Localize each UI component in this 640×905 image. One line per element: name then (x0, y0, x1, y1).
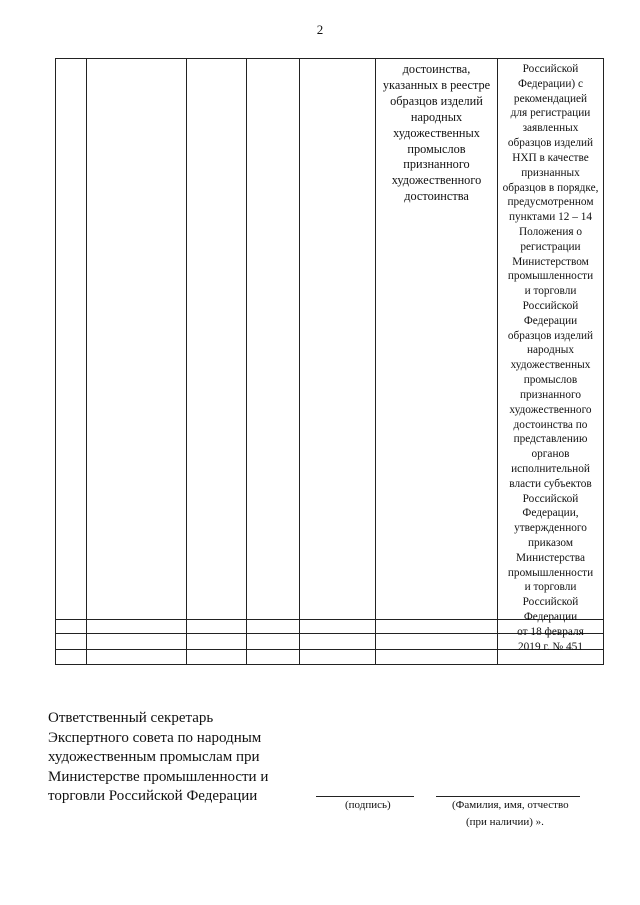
table-column-line (186, 58, 187, 665)
table-column-line (55, 58, 56, 665)
table-column-line (86, 58, 87, 665)
signature-caption: (подпись) (345, 799, 391, 811)
secretary-title: Ответственный секретарь Экспертного совета по народным художественным промыслам при Министерстве промышленности и торговли Российской Федерации (48, 710, 269, 805)
name-line (436, 796, 580, 797)
cell-registry-text: достоинства, указанных в реестре образцов изделий народных художественных промыслов признанного художественного достоинства (382, 62, 491, 204)
cell-recommendation-text: Российской Федерации) с рекомендацией для регистрации заявленных образцов изделий НХП в качестве признанных образцов в порядке, предусмотренном пунктами 12 – 14 Положения о регистрации Министерством промышленности и торговли Российской Федерации образцов изделий народных художественных промыслов признанного художественного достоинства по представлению органов исполнительной власти субъектов Российской Федерации, утвержденного приказом Министерства промышленности и торговли Российской Федерации от 18 февраля 2019 г. № 451 (502, 63, 599, 653)
signature-line (316, 796, 414, 797)
table-column-line (246, 58, 247, 665)
table-border-top (55, 58, 603, 59)
name-caption: (Фамилия, имя, отчество (452, 799, 569, 811)
table-column-line (299, 58, 300, 665)
table-border-bottom (55, 664, 603, 665)
table-border-right (603, 58, 604, 665)
name-caption-continued: (при наличии) ». (466, 816, 544, 828)
page-number: 2 (316, 22, 324, 37)
